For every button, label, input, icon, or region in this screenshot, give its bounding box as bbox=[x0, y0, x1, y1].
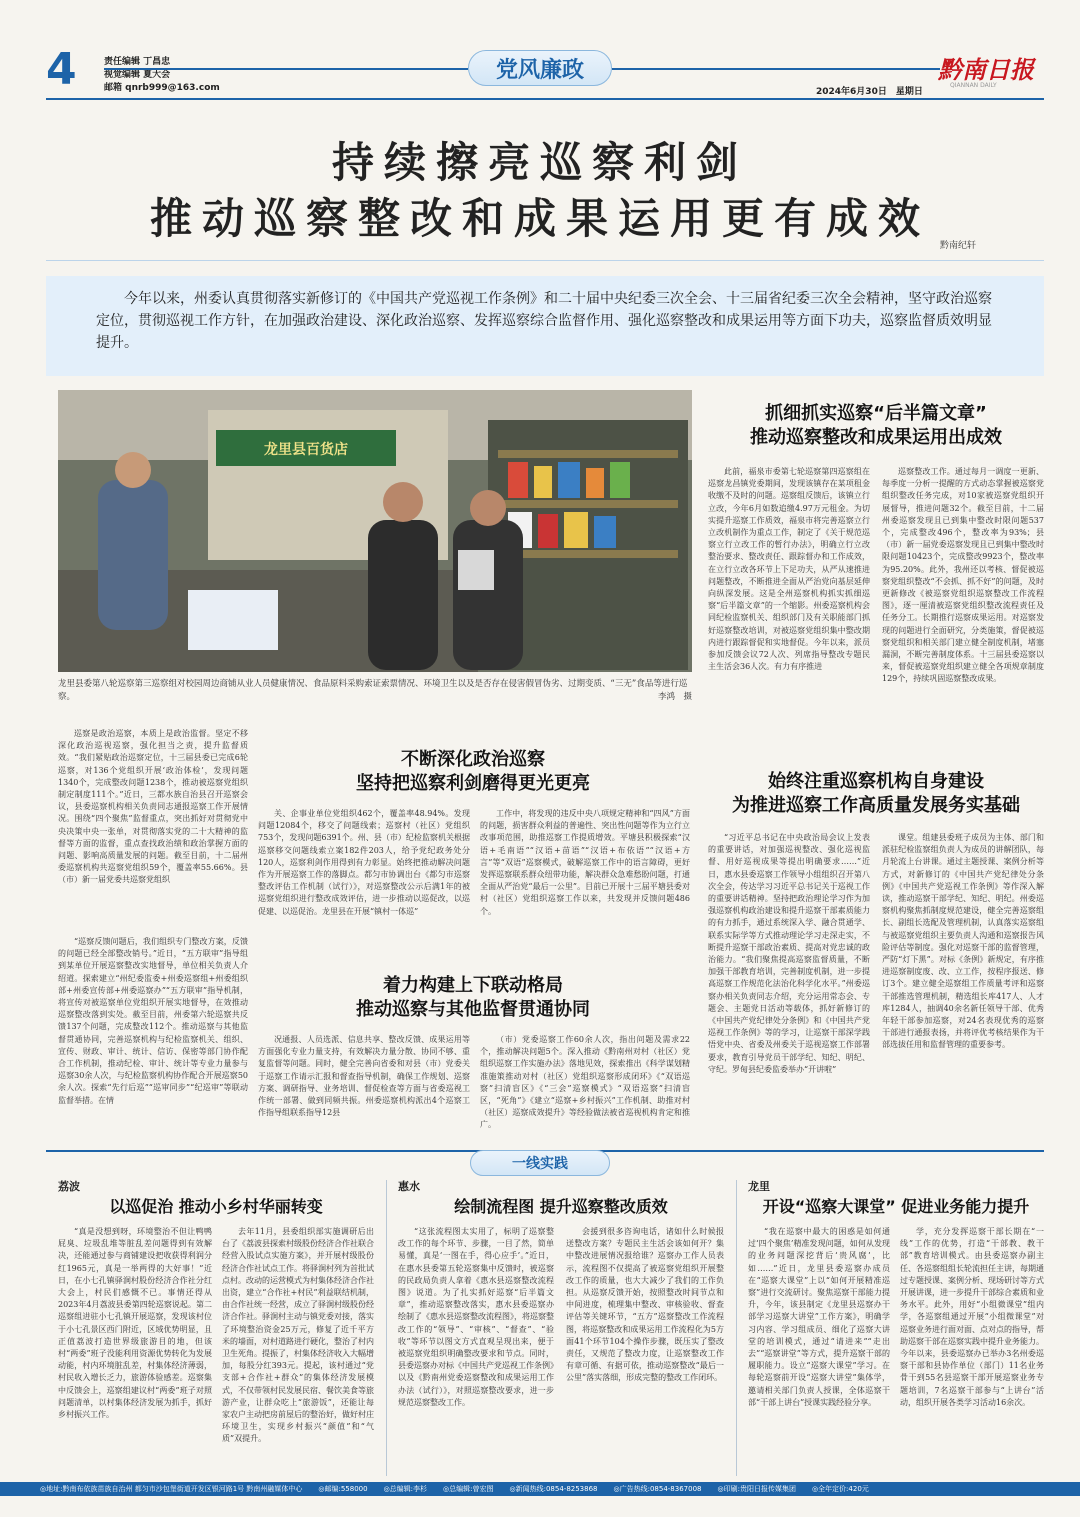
region-label-huishui: 惠水 bbox=[398, 1180, 420, 1193]
issue-date: 2024年6月30日 星期日 bbox=[816, 87, 923, 97]
article2-col2: 关、企事业单位党组织462个，覆盖率48.94%。发现问题12084个，移交了问题线索；巡察村（社区）党组织753个，发现问题6391个。州、县（市）纪检监察机关根据巡察移交问题线索立案182件203人，给予党纪政务处分120人，巡察利剑作用得到有力彰显。始终把推动解决问题作为开展巡察工作的落脚点。都匀市协调出台《都匀市巡察整改评估工作机制（试行）》，对巡察整改公示后满1年的被巡察党组织进行整改成效评估，进一步推动以巡促改，以巡促建、以巡促治。龙里县在开展“镇村一体巡” bbox=[258, 809, 470, 916]
header-rule-left bbox=[104, 68, 468, 70]
bottom1-col1: “真是没想到呀，环境整治不但让鸭鸭屁臭、垃圾乱堆等脏乱差问题得到有效解决，还能通过参与商铺建设把收获得利润分红1965元，真是一举两得的大好事！”近日，在小七孔镇驿涧村股份经济合作社分红大会上，村民们感慨不已。事情还得从2023年4月荔波县委第四轮巡察说起。第二巡察组进驻小七孔镇开展巡察，发现该村位于小七孔景区西门附近，区域优势明显，且正值荔波打造世界级旅游目的地，但该村“两委”班子没能利用资源优势转化为发展动能，村内环境脏乱差，村集体经济薄弱，村民收入增长乏力，旅游体验感差。巡察集中反馈会上，巡察组建议村“两委”班子对照问题清单，以村集体经济发展为抓手，抓好乡村振兴工作。 bbox=[58, 1227, 212, 1420]
header-divider bbox=[46, 98, 1044, 100]
article1-title-line1: 抓细抓实巡察“后半篇文章” bbox=[765, 403, 987, 424]
region-label-libo: 荔波 bbox=[58, 1180, 80, 1193]
main-headline-line1: 持续擦亮巡察利剑 bbox=[331, 138, 748, 187]
footer-editor: ◎总编辑:曾宏图 bbox=[443, 1485, 494, 1493]
article2-col3: 工作中，将发现的违反中央八项规定精神和“四风”方面的问题，损害群众利益的普遍性、突出性问题等作为立行立改事项范围，助推巡察工作提质增效。平塘县积极探索“汉语+毛南语”“汉语+苗语”“汉语+布依语”“汉语+方言”等“双语”巡察模式，破解巡察工作中的语言障碍，更好发挥巡察联系群众纽带功能，解决群众急难愁盼问题，打通全面从严治党“最后一公里”。目前已开展十三届平塘县委对村（社区）党组织巡察工作以来，共发现并反馈问题486个。 bbox=[480, 809, 690, 916]
footer-postcode: ◎邮编:558000 bbox=[318, 1485, 368, 1493]
article1-title bbox=[708, 402, 1044, 450]
article1-title-line2: 推动巡察整改和成果运用出成效 bbox=[750, 427, 1002, 448]
bottom1-col2: 去年11月，县委组织部实施调研后出台了《荔波县探索村级股份经济合作社联合经营入股试点实施方案》，并开展村级股份经济合作社试点工作。将驿涧村列为首批试点村。改动的运营模式为村集体经济合作社出资，建立“合作社+村民”利益联结机制，由合作社统一经营，成立了驿涧村级股份经济合作社。驿涧村主动与镇党委对接，落实了环境整治资金25万元，修复了近千平方米的墙面，对村道路进行硬化，整治了村内卫生死角。提振了，村集体经济收入大幅增加，每股分红393元。提起，该村通过“党支部+合作社+群众”的集体经济发展模式，不仅带领村民发展民宿、餐饮美食等旅游产业，让群众吃上“旅游饭”，还能让每家农户主动把房前屋后的整治好，做好村庄环境卫生，实现乡村振兴“颜值”和“气质”双提升。 bbox=[222, 1227, 374, 1444]
main-headline-line2: 推动巡察整改和成果运用更有成效 bbox=[149, 194, 930, 243]
footer-printing: ◎印刷:贵阳日报传媒集团 bbox=[717, 1485, 796, 1493]
article3-title-line2: 为推进巡察工作高质量发展务实基础 bbox=[732, 795, 1020, 816]
shop-sign-text: 龙里县百货店 bbox=[264, 442, 348, 458]
article4-col3: （市）党委巡察工作60余人次，指出问题及需求22个，推动解决问题5个。深入推动《黔南州对村（社区）党组织巡察工作实施办法》落地见效，探索推出《科学谋划精准施策推动对村（社区）党组织巡察形成闭环》《“双语巡察”扫清盲区》《“三会”巡察模式》“双语巡察”扫清盲区，“死角”》《建立“巡察+乡村振兴”工作机制、助推对村（社区）巡察成效提升》等经验做法被省巡视机构肯定和推广。 bbox=[480, 1035, 690, 1130]
article2-title-line2: 坚持把巡察利剑磨得更光更亮 bbox=[356, 773, 590, 794]
footer-news-hotline: ◎新闻热线:0854-8253868 bbox=[509, 1485, 598, 1493]
article2-title bbox=[258, 748, 688, 796]
bottom3-col2: 学，充分发挥巡察干部长期在“一线”工作的优势，打造“干部教、教干部”教育培训模式。由县委巡察办副主任、各巡察组组长轮流担任主讲，每期通过专题授课、案例分析、现场研讨等方式开展讲课，进一步提升干部综合素质和业务水平。此外，用好“小组微课堂”组内学，各巡察组通过开展“小组微课堂”对巡察业务进行面对面、点对点的指导，帮助巡察干部在巡察实践中提升业务能力。今年以来，县委巡察办已举办3名州委巡察干部和县协作单位（部门）11名业务骨干到55名县巡察干部开展巡察业务专题培训，7名巡察干部参与“上讲台”活动，组织开展各类学习活动16余次。 bbox=[900, 1227, 1044, 1407]
article4-title-line2: 推动巡察与其他监督贯通协同 bbox=[356, 999, 590, 1020]
article4-col1: “巡察反馈问题后，我们组织专门整改方案，反馈的问题已经全部整改销号。”近日，“五方联审”指导组到某单位开展巡察整改实地督导，单位相关负责人介绍道。探索建立“州纪委监委+州委巡察组+州委组织部+州委宣传部+州委巡察办”“五方联审”指导机制，将宣传对被巡察单位党组织开展实地督导，在效推动巡察整改落到实处。截至目前，州委第六轮巡察共反馈137个问题，完成整改112个。推动巡察与其他监督贯通协同，完善巡察机构与纪检监察机关、组织、宣传、财政、审计、统计、信访、保密等部门协作配合工作机制，推动纪检、审计、统计等专业力量参与巡察30余人次，与纪检监察机构协作配合开展巡察50余人次。探索“先行后巡”“巡审同步”“纪巡审”等联动监督举措。在情 bbox=[58, 937, 248, 1105]
region-label-longli: 龙里 bbox=[748, 1180, 770, 1193]
byline: 黔南纪轩 bbox=[940, 241, 977, 251]
shop-inspection-photo bbox=[58, 390, 692, 672]
bottom2-col2: 会援到很多咨询电话，诸如什么时候报送整改方案？专题民主生活会该如何开？集中整改进展情况报给谁？巡察办工作人员表示，流程图不仅提高了被巡察党组织开展整改工作的质量，也大大减少了我们的工作负担。从巡察反馈开始，按照整改时间节点和中间进度，梳理集中整改、审核验收、督查评估等关键环节，“五方”巡察整改工作流程图，将巡察整改和成果运用工作流程化为5方面41个环节104个操作步骤，既压实了整改责任，又规范了整改力度，让巡察整改工作有章可循、有据可依，推动巡察整改“最后一公里”落实落细，形成完整的整改工作闭环。 bbox=[566, 1227, 724, 1383]
footer-address: ◎地址:黔南布依族苗族自治州 都匀市沙包堡街道开发区银河路1号 黔南州融媒体中心 bbox=[40, 1485, 303, 1493]
editor-line: 责任编辑 丁昌忠 bbox=[104, 57, 171, 67]
bottom2-col1: “这张流程图太实用了，标明了巡察整改工作的每个环节、步骤，一目了然，简单易懂，真是‘一图在手，得心应手’。”近日，在惠水县委第五轮巡察集中反馈时，被巡察的民政局负责人拿着《惠水县巡察整改流程图》说道。为了扎实抓好巡察“后半篇文章”，推动巡察整改落实，惠水县委巡察办绘制了《惠水县巡察整改流程图》，将巡察整改工作的“领导”、“审核”、“督查”、“验收”等环节以图文方式直观呈现出来，便于被巡察党组织明确整改要求和节点。同时，县委巡察办对标《中国共产党巡视工作条例》以及《黔南州党委巡察整改和成果运用工作办法（试行）》，对照巡察整改要求，进一步规范巡察整改工作。 bbox=[398, 1227, 554, 1407]
article3-title-line1: 始终注重巡察机构自身建设 bbox=[768, 771, 984, 792]
article4-title bbox=[258, 974, 688, 1022]
lead-paragraph: 今年以来，州委认真贯彻落实新修订的《中国共产党巡视工作条例》和二十届中央纪委三次全会、十三届省纪委三次全会精神，坚守政治巡察定位，贯彻巡视工作方针，在加强政治建设、深化政治巡察、发挥巡察综合监督作用、强化巡察整改和成果运用等方面下功夫，巡察监督质效明显提升。 bbox=[46, 276, 1044, 376]
article3-col2: 课堂。组建县委班子成员为主体、部门和派驻纪检监察组负责人为成员的讲解团队，每月轮流上台讲课。通过主题授课、案例分析等方式，对新修订的《中国共产党纪律处分条例》《中国共产党巡视工作条例》等作深入解读，推动巡察干部学纪、知纪、明纪。州委巡察机构聚焦抓制度规范建设，健全完善巡察组长、副组长选配及管理机制，认真落实巡察组与被巡察党组织主要负责人沟通和巡察报告风险评估等制度。强化对巡察干部的监督管理，严防“灯下黑”。对标《条例》新规定，有序推进巡察制度废、改、立工作，按程序报送、修订3个。建立健全巡察组工作质量考评和巡察干部推选管理机制，精选组长库417人、人才库1284人，抽调40余名新任领导干部、优秀年轻干部参加巡察，对24名表现优秀的巡察干部进行通报表扬，并将评优考核结果作为干部选拔任用和监督管理的重要参考。 bbox=[882, 833, 1044, 1050]
article3-title bbox=[708, 770, 1044, 818]
footer-ad-hotline: ◎广告热线:0854-8367008 bbox=[613, 1485, 702, 1493]
bottom3-col1: “我在巡察中最大的困惑是如何通过‘四个聚焦’精准发现问题，如何从发现的业务问题深挖背后‘贵风腐’，比如……”近日，龙里县委巡察办成员在“巡察大课堂”上以“如何开展精准巡察”进行交流研讨。聚焦巡察干部能力提升，今年，该县制定《龙里县巡察办干部学习巡察大讲堂”工作方案》，明确学习内容、学习组成员、细化了巡察大讲堂的培训模式，通过“请进来”“走出去”“巡察讲堂”等方式，提升巡察干部的履职能力。设立“巡察大课堂”学习。在每轮巡察前开设“巡察大讲堂”集体学，邀请相关部门负责人授课，全体巡察干部“干部上讲台”授课实践经验分享。 bbox=[748, 1227, 890, 1407]
photo-caption bbox=[58, 678, 692, 704]
bottom2-title: 绘制流程图 提升巡察整改质效 bbox=[454, 1197, 668, 1216]
article1-col2: 巡察整改工作。通过每月一调度一更新、每季度一分析一提醒的方式动态掌握被巡察党组织整改任务完成，对10家被巡察党组织开展督导，推进问题32个。截至目前，十二届州委巡察发现且已到集中整改时限问题537个，完成整改496个，整改率为93%；县（市）新一届党委巡察发现且已到集中整改时限问题10423个，完成整改9923个，整改率为95.20%。此外，我州还以考核、督促被巡察党组织整改“不会抓、抓不好”的问题，及时更新修改《被巡察党组织巡察整改工作流程图》，逐一厘清被巡察党组织整改流程责任及任务分工。长期推行巡察成果运用。对巡察发现的问题进行全面研究，分类施策，督促被巡察党组织和相关部门建立健全制度机制，堵塞漏洞，不断完善制度体系。十三届县委巡察以来，督促被巡察党组织建立健全各项规章制度129个，持续巩固巡察整改成果。 bbox=[882, 467, 1044, 684]
editor-info bbox=[104, 56, 220, 95]
section-banner: 党风廉政 bbox=[468, 50, 612, 86]
header-rule-right bbox=[612, 68, 940, 70]
bottom3-title: 开设“巡察大课堂” 促进业务能力提升 bbox=[762, 1197, 1030, 1216]
footer-bar bbox=[0, 1482, 1080, 1496]
article2-col1: 巡察是政治巡察，本质上是政治监督。坚定不移深化政治巡视巡察，强化担当之责，提升监督质效。“我们紧贴政治巡察定位，十三届县委已完成6轮巡察，对136个党组织开展‘政治体检’，发现问题1340个，完成整改问题1238个，推动被巡察党组织制定制度111个。”近日，三都水族自治县召开巡察会议，县委巡察机构相关负责同志通报巡察工作开展情况。围绕“四个聚焦”监督重点，突出抓好对贯彻党中央决策中央一张单，对贯彻落实党的二十大精神的监督等方面的监督，重点查找政治绩和政治掌握方面的问题、影响高质量发展的问题。截至目前，十二届州委巡察机构共巡察党组织59个，覆盖率55.66%。县（市）新一届党委共巡察党组织 bbox=[58, 729, 248, 885]
editor-email: 邮箱 qnrb999@163.com bbox=[104, 83, 220, 93]
article3-col1: “习近平总书记在中央政治局会议上发表的重要讲话，对加强巡视整改、强化巡视监督、用好巡视成果等提出明确要求……”近日，惠水县委巡察工作领导小组组织召开第八次全会，传达学习习近平总书记关于巡视工作的重要讲话精神。坚持把政治理论学习作为加强巡察机构政治建设和提升巡察干部素质能力的有力抓手，通过系统深入学、融合贯通学、联系实际学等方式推动理论学习走深走实，不断提升巡察干部政治素质、提高对党忠诚的政治能力。“我们聚焦提高巡察监督质量，不断加强干部教育培训，完善制度机制，进一步提高巡察工作规范化法治化科学化水平。”州委巡察办相关负责同志介绍，充分运用常态会、专题会、主题党日活动等载体，抓好新修订的《中国共产党纪律处分条例》和《中国共产党巡视工作条例》等的学习，让巡察干部深学践悟党中央、省委及州委关于巡视巡察工作部署要求，教育引导党员干部学纪、知纪、明纪、守纪。罗甸县纪委监委举办“开讲啦” bbox=[708, 833, 870, 1074]
article4-title-line1: 着力构建上下联动格局 bbox=[383, 975, 563, 996]
article4-col2: 况通报、人员选派、信息共享、整改反馈、成果运用等方面强化专业力量支持，有效解决力量分散、协同不够、重复监督等问题。同时，健全完善向省委和对县（市）党委关于巡察工作请示汇报和督查指导机制，确保工作规划、巡察方案、调研指导、业务培训、督促检查等方面与省委巡视工作统一部署、做到同频共振。州委巡察机构派出4个巡察工作指导组联系指导12县 bbox=[258, 1035, 470, 1118]
newspaper-logo: 黔南日报 bbox=[938, 55, 1034, 84]
news-photo bbox=[58, 390, 692, 672]
footer-price: ◎全年定价:420元 bbox=[811, 1485, 869, 1493]
footer-chief-editor: ◎总编辑:李杉 bbox=[383, 1485, 428, 1493]
practice-strip-banner: 一线实践 bbox=[470, 1150, 610, 1176]
newspaper-logo-sub: QIANNAN DAILY bbox=[950, 82, 997, 89]
bottom-divider-1 bbox=[386, 1180, 387, 1476]
article2-title-line1: 不断深化政治巡察 bbox=[401, 749, 545, 770]
bottom1-title: 以巡促治 推动小乡村华丽转变 bbox=[109, 1197, 323, 1216]
caption-text: 龙里县委第八轮巡察第三巡察组对校园周边商铺从业人员健康情况、食品原料采购索证索票情况、环境卫生以及是否存在侵害假冒伪劣、过期变质、“三无”食品等进行巡察。 bbox=[58, 679, 688, 702]
editor-line: 视觉编辑 夏大会 bbox=[104, 70, 171, 80]
photo-credit: 李鸿 摄 bbox=[657, 692, 692, 702]
lead-rule bbox=[46, 260, 1044, 261]
article1-col1: 此前，福泉市委第七轮巡察第四巡察组在巡察龙昌镇党委期间，发现该镇存在某项租金收缴不及时的问题。巡察组反馈后，该镇立行立改，今年6月如数追缴4.97万元租金。为切实提升巡察工作质效，福泉市将完善巡察立行立改机制作为重点工作，制定了《关于规范巡察立行立改工作的暂行办法》，明确立行立改整治要求、整改责任、跟踪督办和工作成效，在立行立改各环节上下足功夫，从严从速推进问题整改，不断推进全面从严治党向基层延伸向纵深发展。这是全州巡察机构抓实抓细巡察“后半篇文章”的一个缩影。州委巡察机构会同纪检监察机关、组织部门及有关职能部门抓好巡察整改培训，对被巡察党组织集中整改期内进行跟踪督促和实地督促。今年以来，派员参加反馈会议72人次、列席指导整改专题民主生活会36人次。有力有序推进 bbox=[708, 467, 870, 672]
bottom-divider-2 bbox=[736, 1180, 737, 1476]
page-number: 4 bbox=[46, 44, 77, 95]
